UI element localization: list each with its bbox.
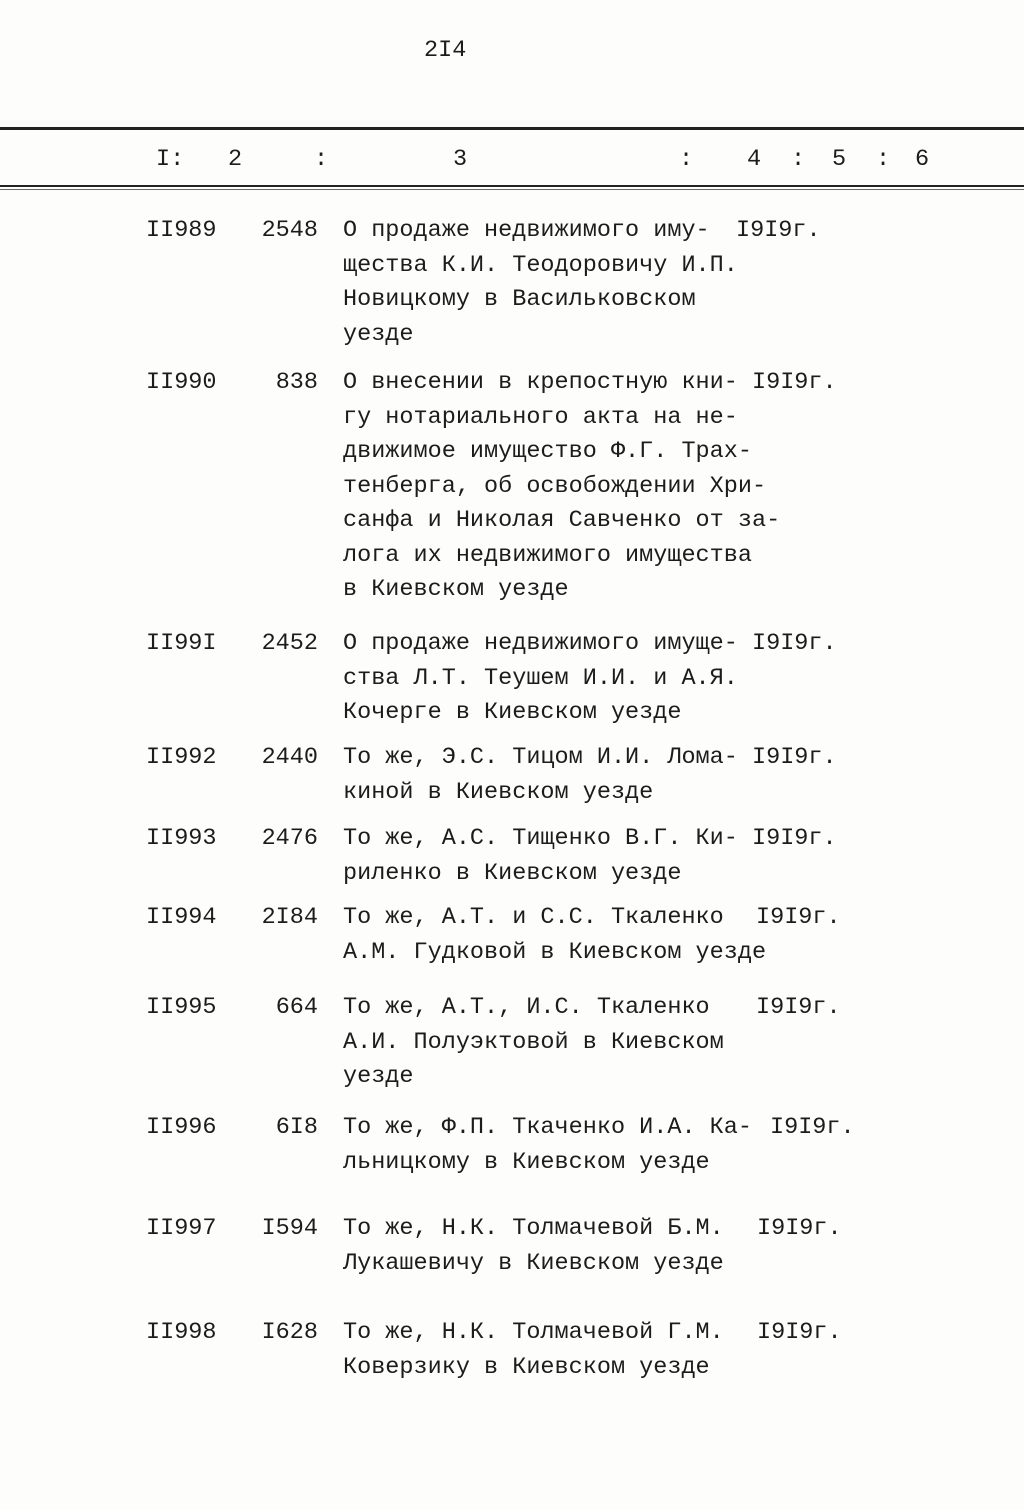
record-sheet-number: 2452 — [261, 630, 318, 657]
description-line: лога их недвижимого имущества — [343, 541, 752, 569]
description-line: санфа и Николая Савченко от за- — [343, 507, 781, 534]
record-id: II989 — [146, 217, 217, 244]
record-year: I9I9г. — [752, 369, 837, 396]
page-number: 2I4 — [424, 37, 467, 64]
record-year: I9I9г. — [756, 994, 841, 1021]
header-rule — [0, 185, 1024, 187]
column-header-6: 6 — [915, 146, 930, 173]
column-header-3: 3 — [453, 146, 468, 173]
record-year: I9I9г. — [757, 1215, 842, 1242]
record-description — [343, 366, 780, 608]
description-line: уезде — [343, 320, 414, 348]
record-description — [343, 627, 738, 731]
description-line: То же, А.Т. и С.С. Ткаленко — [343, 904, 724, 931]
record-year: I9I9г. — [756, 904, 841, 931]
description-line: тенберга, об освобождении Хри- — [343, 472, 767, 500]
record-description — [343, 1111, 752, 1180]
record-year: I9I9г. — [757, 1319, 842, 1346]
column-separator: : — [791, 146, 806, 173]
record-sheet-number: 838 — [275, 369, 318, 396]
description-line: гу нотариального акта на не- — [343, 403, 738, 431]
record-sheet-number: 2440 — [261, 744, 318, 771]
description-line: А.И. Полуэктовой в Киевском — [343, 1028, 724, 1056]
column-separator: : — [314, 146, 329, 173]
record-description — [343, 901, 766, 970]
record-sheet-number: 2548 — [261, 217, 318, 244]
record-year: I9I9г. — [736, 217, 821, 244]
description-line: А.М. Гудковой в Киевском уезде — [343, 938, 767, 966]
record-year: I9I9г. — [752, 630, 837, 657]
description-line: киной в Киевском уезде — [343, 778, 654, 806]
record-id: II993 — [146, 825, 217, 852]
record-id: II995 — [146, 994, 217, 1021]
description-line: О внесении в крепостную кни- — [343, 369, 738, 396]
description-line: уезде — [343, 1063, 414, 1090]
record-sheet-number: I628 — [261, 1319, 318, 1346]
record-year: I9I9г. — [752, 825, 837, 852]
record-id: II99I — [146, 630, 217, 657]
description-line: Кочерге в Киевском уезде — [343, 699, 682, 726]
description-line: О продаже недвижимого иму- — [343, 217, 710, 244]
description-line: Новицкому в Васильковском — [343, 286, 696, 313]
record-year: I9I9г. — [752, 744, 837, 771]
record-id: II994 — [146, 904, 217, 931]
record-sheet-number: 2I84 — [261, 904, 318, 931]
description-line: движимое имущество Ф.Г. Трах- — [343, 438, 752, 465]
record-description — [343, 741, 738, 810]
column-header-1: I: — [156, 146, 185, 173]
record-id: II992 — [146, 744, 217, 771]
column-header-2: 2 — [228, 146, 243, 173]
record-description — [343, 214, 738, 352]
description-line: щества К.И. Теодоровичу И.П. — [343, 251, 738, 279]
record-sheet-number: 664 — [275, 994, 318, 1021]
description-line: ства Л.Т. Теушем И.И. и А.Я. — [343, 664, 738, 692]
description-line: Коверзику в Киевском уезде — [343, 1353, 710, 1381]
record-sheet-number: 6I8 — [275, 1114, 318, 1141]
description-line: Лукашевичу в Киевском уезде — [343, 1249, 724, 1277]
column-header-5: 5 — [832, 146, 847, 173]
record-id: II996 — [146, 1114, 217, 1141]
column-separator: : — [876, 146, 891, 173]
description-line: То же, Ф.П. Ткаченко И.А. Ка- — [343, 1114, 752, 1141]
record-description — [343, 1316, 724, 1385]
record-id: II998 — [146, 1319, 217, 1346]
description-line: То же, Э.С. Тицом И.И. Лома- — [343, 744, 738, 771]
column-separator: : — [679, 146, 694, 173]
record-sheet-number: I594 — [261, 1215, 318, 1242]
record-description — [343, 1212, 724, 1281]
description-line: О продаже недвижимого имуще- — [343, 630, 738, 657]
column-header-4: 4 — [747, 146, 762, 173]
top-rule — [0, 127, 1024, 130]
record-year: I9I9г. — [770, 1114, 855, 1141]
description-line: То же, Н.К. Толмачевой Г.М. — [343, 1319, 724, 1346]
record-id: II997 — [146, 1215, 217, 1242]
description-line: То же, А.С. Тищенко В.Г. Ки- — [343, 825, 738, 852]
description-line: в Киевском уезде — [343, 576, 569, 603]
record-description — [343, 822, 738, 891]
description-line: риленко в Киевском уезде — [343, 859, 682, 887]
record-description — [343, 991, 724, 1095]
description-line: То же, Н.К. Толмачевой Б.М. — [343, 1215, 724, 1242]
record-id: II990 — [146, 369, 217, 396]
record-sheet-number: 2476 — [261, 825, 318, 852]
description-line: льницкому в Киевском уезде — [343, 1148, 710, 1176]
description-line: То же, А.Т., И.С. Ткаленко — [343, 994, 710, 1021]
header-rule-thin — [0, 189, 1024, 190]
